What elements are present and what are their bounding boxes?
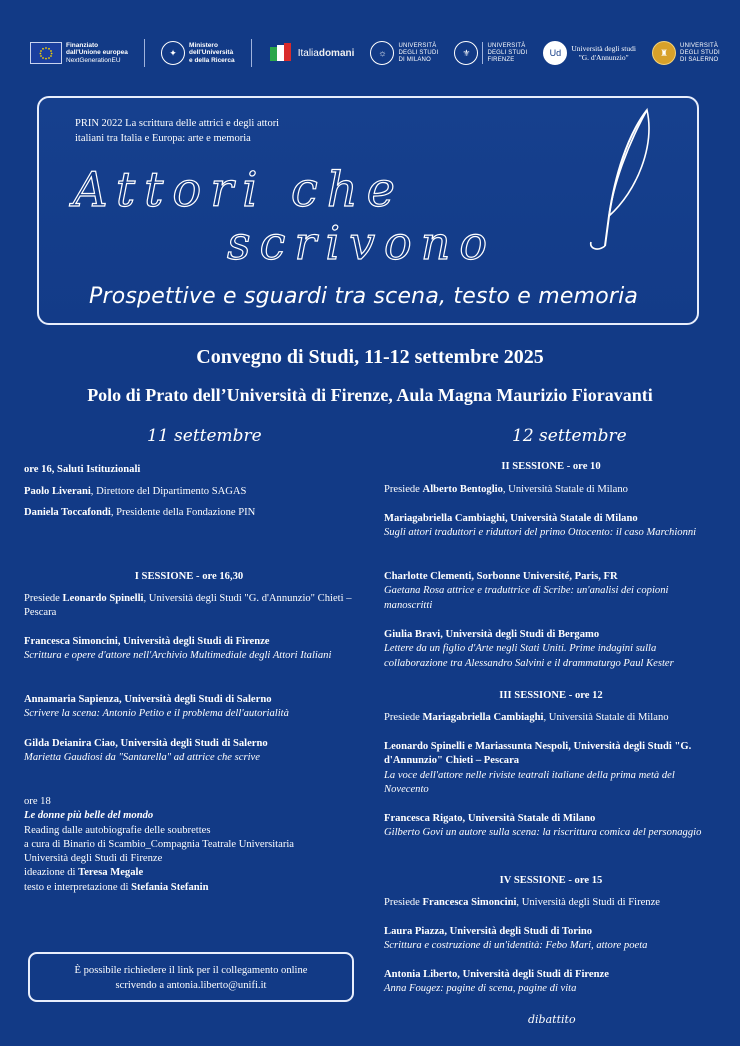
link-info-line1: È possibile richiedere il link per il collegamento online	[74, 965, 308, 976]
unimi-line3: DI MILANO	[398, 56, 431, 63]
unich-line2: "G. d'Annunzio"	[578, 53, 629, 62]
session-1-heading: I SESSIONE - ore 16,30	[134, 571, 244, 582]
unimi-seal-icon: ☼	[370, 41, 394, 65]
unich-logo	[543, 41, 636, 65]
hero-banner	[37, 96, 699, 325]
event-venue: Polo di Prato dell’Università di Firenze, Aula Magna Maurizio Fioravanti	[87, 385, 653, 405]
italiadomani-flag-icon	[268, 43, 294, 63]
eu-line1: Finanziato	[66, 41, 99, 49]
talk-simoncini: Francesca Simoncini, Università degli Studi di Firenze Scrittura e opere d'attore nell'Archivio Multimediale degli Attori Italiani	[24, 636, 332, 662]
online-link-box	[28, 952, 354, 1002]
eu-line3: NextGenerationEU	[66, 56, 121, 64]
talk-bravi: Giulia Bravi, Università degli Studi di Bergamo Lettere da un figlio d'Arte negli Stati Uniti. Prime indagini sulla collaborazione tra Alessandro Salvini e il drammaturgo Paul Kester	[384, 629, 674, 669]
unisa-line1: UNIVERSITÀ	[680, 42, 719, 49]
unifi-line3: FIRENZE	[487, 56, 515, 63]
session-4-chair: Presiede Francesca Simoncini, Università degli Studi di Firenze	[384, 897, 661, 908]
unimi-logo	[370, 41, 438, 65]
unifi-line1: UNIVERSITÀ	[487, 42, 526, 49]
talk-spinelli-nespoli: Leonardo Spinelli e Mariassunta Nespoli, Università degli Studi "G. d'Annunzio" Chieti – Pescara La voce dell'attore nelle riviste teatrali italiane della prima metà del Novecento	[384, 741, 692, 795]
unimi-line1: UNIVERSITÀ	[398, 42, 437, 49]
speaker-liverani: Paolo Liverani, Direttore del Dipartimento SAGAS	[24, 486, 247, 497]
link-info-line2: scrivendo a antonia.liberto@unifi.it	[115, 980, 267, 991]
republic-emblem-icon: ✦	[161, 41, 185, 65]
italiadomani-b: domani	[318, 47, 355, 59]
unimi-line2: DEGLI STUDI	[398, 49, 439, 56]
unifi-line2: DEGLI STUDI	[487, 49, 528, 56]
talk-ciao: Gilda Deianira Ciao, Università degli Studi di Salerno Marietta Gaudiosi da "Santarella" ad attrice che scrive	[24, 738, 268, 764]
talk-clementi: Charlotte Clementi, Sorbonne Université, Paris, FR Gaetana Rosa attrice e traduttrice di Scribe: un'analisi dei copioni manoscritti	[384, 571, 669, 611]
talk-cambiaghi: Mariagabriella Cambiaghi, Università Statale di Milano Sugli attori traduttori e riduttori del primo Ottocento: il caso Marchionni	[384, 513, 697, 539]
session-3-heading: III SESSIONE - ore 12	[499, 690, 603, 701]
quill-icon	[587, 106, 657, 256]
talk-sapienza: Annamaria Sapienza, Università degli Studi di Salerno Scrivere la scena: Antonio Petito e il problema dell'autorialità	[24, 694, 289, 720]
email-link[interactable]: antonia.liberto@unifi.it	[166, 980, 267, 991]
mur-line2: dell'Università	[189, 49, 234, 57]
day1-label: 11 settembre	[147, 426, 262, 446]
evening-reading: ore 18 Le donne più belle del mondo Reading dalle autobiografie delle soubrettes a cura di Binario di Scambio_Compagnia Teatrale Universitaria Università degli Studi di Firenze ideazione di Teresa Megale testo e interpretazione di Stefania Stefanin	[24, 796, 295, 893]
project-description	[75, 116, 335, 146]
unich-line1: Università degli studi	[571, 44, 636, 53]
session-4-heading: IV SESSIONE - ore 15	[499, 875, 603, 886]
greeting: ore 16, Saluti Istituzionali	[24, 464, 141, 475]
italiadomani-a: Italia	[297, 47, 319, 59]
session-3-chair: Presiede Mariagabriella Cambiaghi, Università Statale di Milano	[384, 712, 669, 723]
mur-line3: e della Ricerca	[189, 56, 235, 64]
mur-logo	[161, 41, 235, 65]
unich-seal-icon: Ud	[543, 41, 567, 65]
unisa-line2: DEGLI STUDI	[680, 49, 720, 56]
logo-strip	[30, 36, 720, 70]
talk-liberto: Antonia Liberto, Università degli Studi di Firenze Anna Fougez: pagine di scena, pagine di vita	[384, 969, 609, 995]
hero-tagline: Prospettive e sguardi tra scena, testo e memoria	[89, 284, 639, 309]
day2-label: 12 settembre	[512, 426, 627, 446]
unisa-logo	[652, 41, 720, 65]
event-title: Convegno di Studi, 11-12 settembre 2025	[196, 346, 544, 368]
unisa-seal-icon: ♜	[652, 41, 676, 65]
eu-flag-icon	[30, 42, 62, 64]
closing-debate: dibattito	[528, 1013, 576, 1026]
unisa-line3: DI SALERNO	[680, 56, 719, 63]
project-line2: italiani tra Italia e Europa: arte e memoria	[75, 133, 251, 144]
divider	[144, 39, 145, 67]
mur-line1: Ministero	[189, 41, 218, 49]
unifi-logo	[454, 41, 527, 65]
session-2-heading: II SESSIONE - ore 10	[501, 461, 601, 472]
hero-title-line1: Attori che	[73, 162, 405, 218]
session-1-chair: Presiede Leonardo Spinelli, Università degli Studi "G. d'Annunzio" Chieti – Pescara	[24, 593, 352, 619]
divider	[251, 39, 252, 67]
session-2-chair: Presiede Alberto Bentoglio, Università Statale di Milano	[384, 484, 628, 495]
hero-title-line2: scrivono	[227, 216, 497, 270]
eu-logo	[30, 42, 128, 65]
project-line1: PRIN 2022 La scrittura delle attrici e degli attori	[75, 118, 280, 129]
italiadomani-logo	[268, 43, 355, 63]
eu-line2: dall'Unione europea	[66, 49, 128, 57]
speaker-toccafondi: Daniela Toccafondi, Presidente della Fondazione PIN	[24, 507, 256, 518]
talk-rigato: Francesca Rigato, Università Statale di Milano Gilberto Govi un autore sulla scena: la riscrittura comica del personaggio	[384, 813, 702, 839]
unifi-seal-icon: ⚜	[454, 41, 478, 65]
talk-piazza: Laura Piazza, Università degli Studi di Torino Scrittura e costruzione di un'identità: Febo Mari, attore poeta	[384, 926, 648, 952]
